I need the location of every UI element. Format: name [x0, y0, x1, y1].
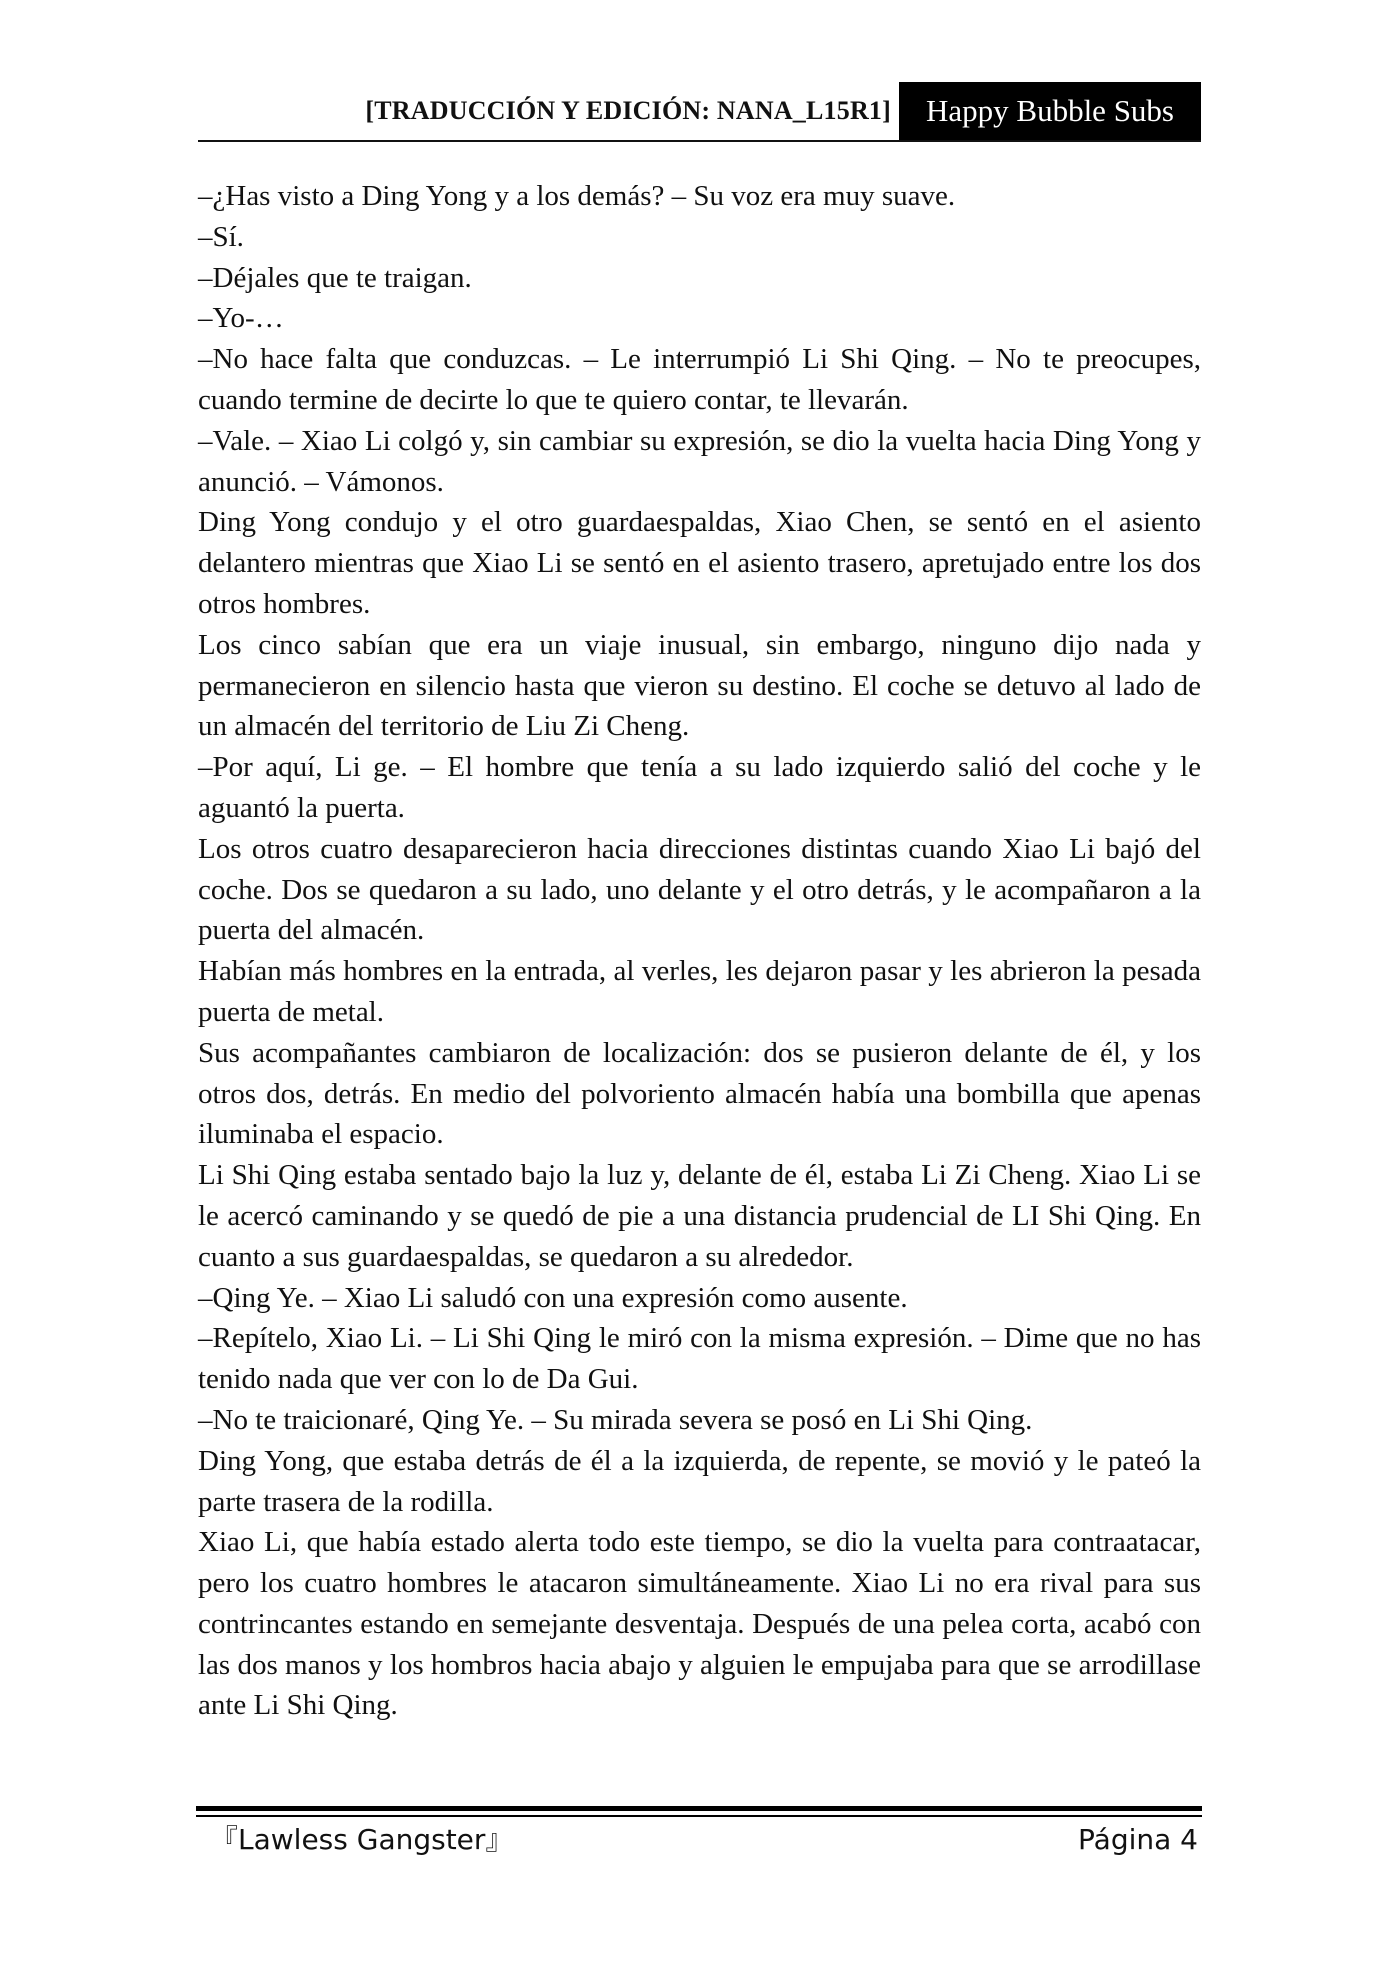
body-text — [198, 176, 1201, 1726]
paragraph: –Sí. — [198, 220, 244, 253]
paragraph: –Repítelo, Xiao Li. – Li Shi Qing le miró con la misma expresión. – Dime que no has tenido nada que ver con lo de Da Gui. — [198, 1322, 1201, 1396]
page-number: Página 4 — [1078, 1823, 1198, 1856]
footer-book-title: 『Lawless Gangster』 — [210, 1823, 514, 1856]
paragraph: –Vale. – Xiao Li colgó y, sin cambiar su expresión, se dio la vuelta hacia Ding Yong y anunció. – Vámonos. — [198, 424, 1201, 498]
paragraph: –Por aquí, Li ge. – El hombre que tenía a su lado izquierdo salió del coche y le aguantó la puerta. — [198, 751, 1201, 824]
paragraph: Ding Yong, que estaba detrás de él a la izquierda, de repente, se movió y le pateó la parte trasera de la rodilla. — [198, 1444, 1201, 1518]
paragraph: –Yo-… — [198, 302, 284, 335]
group-name-banner: Happy Bubble Subs — [899, 82, 1201, 140]
paragraph: Habían más hombres en la entrada, al verles, les dejaron pasar y les abrieron la pesada puerta de metal. — [198, 955, 1201, 1028]
paragraph: –Déjales que te traigan. — [198, 261, 472, 294]
footer-divider-thin — [196, 1815, 1202, 1817]
paragraph: Los cinco sabían que era un viaje inusual, sin embargo, ninguno dijo nada y permanecieron en silencio hasta que vieron su destino. El coche se detuvo al lado de un almacén del territorio de Liu Zi Cheng. — [198, 628, 1201, 743]
paragraph: Ding Yong condujo y el otro guardaespaldas, Xiao Chen, se sentó en el asiento delantero mientras que Xiao Li se sentó en el asiento trasero, apretujado entre los dos otros hombres. — [198, 506, 1201, 620]
paragraph: Sus acompañantes cambiaron de localización: dos se pusieron delante de él, y los otros dos, detrás. En medio del polvoriento almacén había una bombilla que apenas iluminaba el espacio. — [198, 1036, 1201, 1151]
page-header — [198, 82, 1201, 142]
paragraph: –Qing Ye. – Xiao Li saludó con una expresión como ausente. — [198, 1281, 908, 1314]
paragraph: –¿Has visto a Ding Yong y a los demás? – Su voz era muy suave. — [198, 180, 956, 212]
translation-credit: [TRADUCCIÓN Y EDICIÓN: NANA_L15R1] — [365, 96, 891, 125]
paragraph: Los otros cuatro desaparecieron hacia direcciones distintas cuando Xiao Li bajó del coche. Dos se quedaron a su lado, uno delante y el otro detrás, y le acompañaron a la puerta del almacén. — [198, 832, 1201, 947]
paragraph: Xiao Li, que había estado alerta todo este tiempo, se dio la vuelta para contraatacar, pero los cuatro hombres le atacaron simultáneamente. Xiao Li no era rival para sus contrincantes estando en semejante desventaja. Después de una pelea corta, acabó con las dos manos y los hombros hacia abajo y alguien le empujaba para que se arrodillase ante Li Shi Qing. — [198, 1526, 1201, 1722]
paragraph: –No te traicionaré, Qing Ye. – Su mirada severa se posó en Li Shi Qing. — [198, 1403, 1033, 1436]
paragraph: –No hace falta que conduzcas. – Le interrumpió Li Shi Qing. – No te preocupes, cuando termine de decirte lo que te quiero contar, te llevarán. — [198, 343, 1201, 416]
footer-divider-thick — [196, 1806, 1202, 1811]
paragraph: Li Shi Qing estaba sentado bajo la luz y, delante de él, estaba Li Zi Cheng. Xiao Li se le acercó caminando y se quedó de pie a una distancia prudencial de LI Shi Qing. En cuanto a sus guardaespaldas, se quedaron a su alrededor. — [198, 1159, 1201, 1273]
